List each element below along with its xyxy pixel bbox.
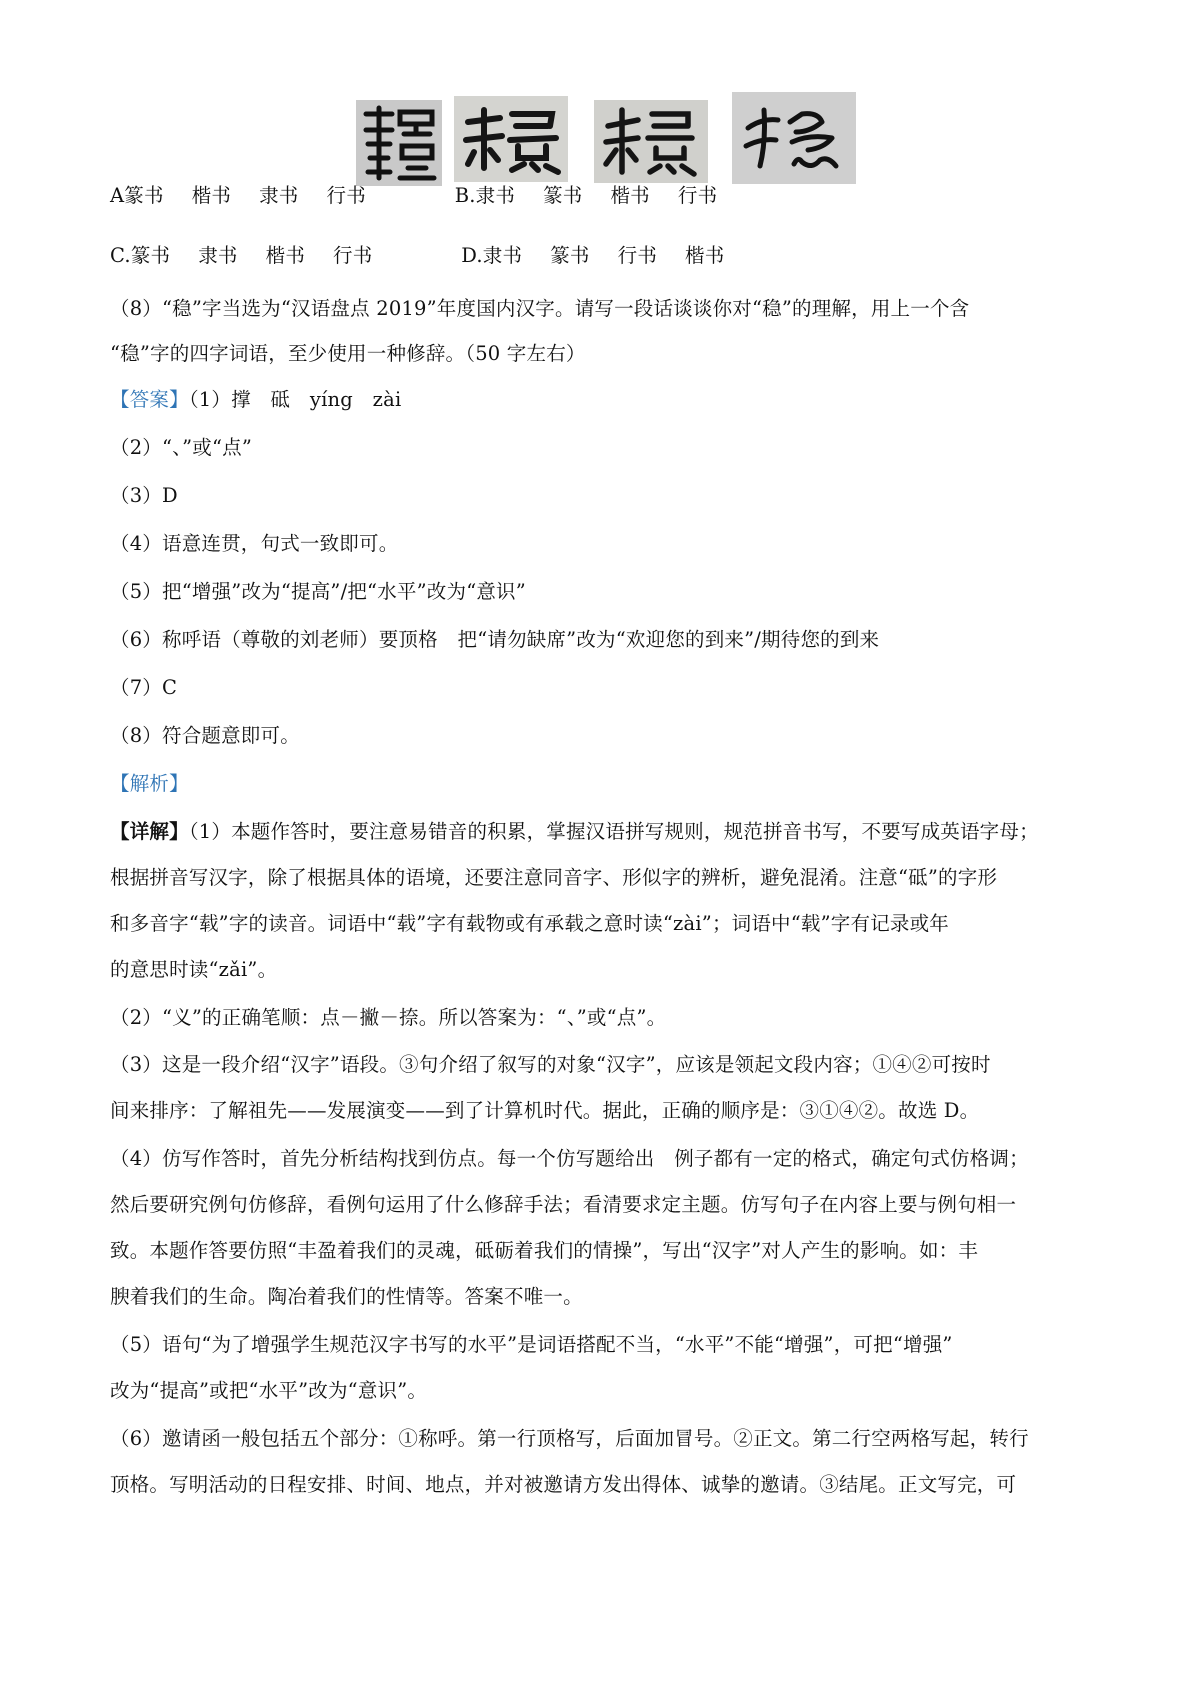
calligraphy-regular-script-image xyxy=(594,100,708,183)
analysis-p1-line-2: 根据拼音写汉字，除了根据具体的语境，还要注意同音字、形似字的辨析，避免混淆。注意“砥”的字形 xyxy=(110,866,998,889)
analysis-tag: 【解析】 xyxy=(110,772,189,795)
analysis-p1-line-3: 和多音字“载”字的读音。词语中“载”字有载物或有承载之意时读“zài”；词语中“载”字有记录或年 xyxy=(110,912,949,935)
answer-3: （3）D xyxy=(110,484,178,507)
analysis-p3-line-1: （3）这是一段介绍“汉字”语段。③句介绍了叙写的对象“汉字”，应该是领起文段内容；①④②可按时 xyxy=(110,1053,991,1076)
answer-2: （2）“、”或“点” xyxy=(110,436,253,459)
calligraphy-running-script-image xyxy=(732,92,856,184)
answer-7: （7）C xyxy=(110,676,178,699)
analysis-p4-line-3: 致。本题作答要仿照“丰盈着我们的灵魂，砥砺着我们的情操”，写出“汉字”对人产生的影响。如：丰 xyxy=(110,1239,979,1262)
option-a: A篆书 楷书 隶书 行书 xyxy=(110,184,366,207)
analysis-p5-line-2: 改为“提高”或把“水平”改为“意识”。 xyxy=(110,1379,428,1402)
answer-tag: 【答案】 xyxy=(110,388,189,411)
answer-1: 【答案】（1）撑 砥 yíng zài xyxy=(110,388,402,411)
analysis-p2: （2）“义”的正确笔顺：点－撇－捺。所以答案为：“、”或“点”。 xyxy=(110,1006,667,1029)
answer-4: （4）语意连贯，句式一致即可。 xyxy=(110,532,399,555)
option-b: B.隶书 篆书 楷书 行书 xyxy=(454,184,718,207)
analysis-p4-line-4: 腴着我们的生命。陶冶着我们的性情等。答案不唯一。 xyxy=(110,1285,583,1308)
answer-8: （8）符合题意即可。 xyxy=(110,724,300,747)
calligraphy-clerical-script-image xyxy=(454,96,568,182)
analysis-p1-line-4: 的意思时读“zǎi”。 xyxy=(110,958,278,981)
option-row-ab xyxy=(110,184,717,208)
analysis-p6-line-1: （6）邀请函一般包括五个部分：①称呼。第一行顶格写，后面加冒号。②正文。第二行空两格写起，转行 xyxy=(110,1427,1029,1450)
analysis-p1-line-1: 【详解】（1）本题作答时，要注意易错音的积累，掌握汉语拼写规则，规范拼音书写，不要写成英语字母； xyxy=(110,820,1039,843)
answer-6: （6）称呼语（尊敬的刘老师）要顶格 把“请勿缺席”改为“欢迎您的到来”/期待您的到来 xyxy=(110,628,880,651)
option-d: D.隶书 篆书 行书 楷书 xyxy=(461,244,725,267)
analysis-p4-line-1: （4）仿写作答时，首先分析结构找到仿点。每一个仿写题给出 例子都有一定的格式，确定句式仿格调； xyxy=(110,1147,1029,1170)
analysis-p4-line-2: 然后要研究例句仿修辞，看例句运用了什么修辞手法；看清要求定主题。仿写句子在内容上要与例句相一 xyxy=(110,1193,1017,1216)
question-8-line-2: “稳”字的四字词语，至少使用一种修辞。（50 字左右） xyxy=(110,342,586,365)
answer-5: （5）把“增强”改为“提高”/把“水平”改为“意识” xyxy=(110,580,526,603)
option-c: C.篆书 隶书 楷书 行书 xyxy=(110,244,373,267)
calligraphy-seal-script-image xyxy=(356,100,442,186)
analysis-p5-line-1: （5）语句“为了增强学生规范汉字书写的水平”是词语搭配不当，“水平”不能“增强”，可把“增强” xyxy=(110,1333,953,1356)
question-8-line-1: （8）“稳”字当选为“汉语盘点 2019”年度国内汉字。请写一段话谈谈你对“稳”的理解，用上一个含 xyxy=(110,297,970,320)
analysis-p6-line-2: 顶格。写明活动的日程安排、时间、地点，并对被邀请方发出得体、诚挚的邀请。③结尾。正文写完，可 xyxy=(110,1473,1017,1496)
analysis-p3-line-2: 间来排序：了解祖先——发展演变——到了计算机时代。据此，正确的顺序是：③①④②。故选 D。 xyxy=(110,1099,980,1122)
calligraphy-samples xyxy=(356,92,856,188)
option-row-cd xyxy=(110,244,724,268)
detail-tag: 【详解】 xyxy=(110,820,189,843)
